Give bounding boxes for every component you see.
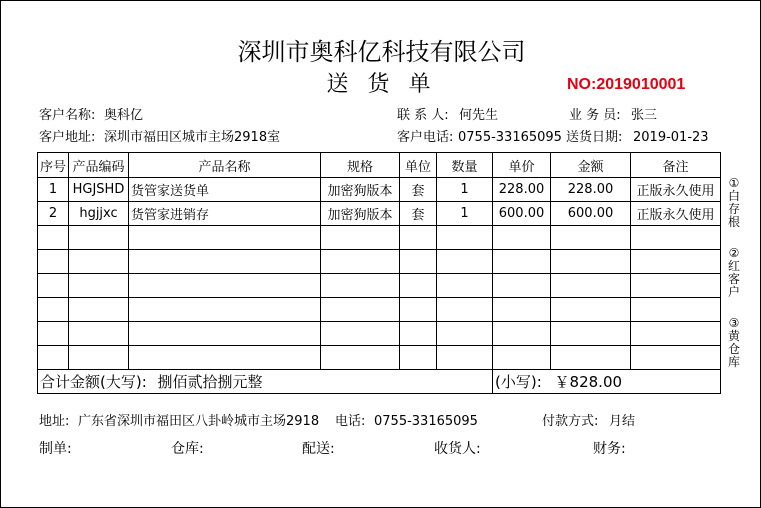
total-lowercase-label: (小写): — [495, 373, 542, 391]
empty-cell — [493, 346, 551, 370]
column-header: 数量 — [437, 153, 493, 178]
empty-cell — [321, 274, 400, 298]
spec: 加密狗版本 — [321, 202, 400, 226]
empty-cell — [437, 274, 493, 298]
empty-cell — [69, 346, 129, 370]
remark: 正版永久使用 — [631, 178, 721, 202]
empty-cell — [551, 274, 631, 298]
empty-cell — [129, 298, 321, 322]
empty-cell — [69, 322, 129, 346]
table-row — [38, 274, 721, 298]
column-header: 单位 — [400, 153, 437, 178]
document-number: NO:2019010001 — [567, 76, 686, 93]
empty-cell — [38, 250, 69, 274]
signature-delivery: 配送: — [302, 441, 335, 457]
empty-cell — [321, 250, 400, 274]
customer-phone: 0755-33165095 — [458, 130, 562, 145]
copy-note-red: ②红客户 — [727, 246, 740, 299]
empty-cell — [493, 226, 551, 250]
unit: 套 — [400, 202, 437, 226]
product-code: HGJSHD — [69, 178, 129, 202]
empty-cell — [631, 322, 721, 346]
unit: 套 — [400, 178, 437, 202]
spec: 加密狗版本 — [321, 178, 400, 202]
company-name: 深圳市奥科亿科技有限公司 — [237, 38, 526, 66]
table-header-row — [38, 153, 721, 178]
total-lowercase: ￥828.00 — [554, 373, 623, 391]
payment-label: 付款方式: — [542, 414, 599, 429]
amount: 228.00 — [551, 178, 631, 202]
empty-cell — [38, 346, 69, 370]
empty-cell — [129, 322, 321, 346]
empty-cell — [69, 250, 129, 274]
empty-cell — [321, 322, 400, 346]
copy-note-yellow: ③黄仓库 — [727, 316, 740, 369]
table-row — [38, 250, 721, 274]
footer-address-label: 地址: — [39, 414, 70, 429]
empty-cell — [69, 226, 129, 250]
empty-cell — [321, 226, 400, 250]
signature-warehouse: 仓库: — [171, 441, 204, 457]
empty-cell — [631, 250, 721, 274]
empty-cell — [493, 298, 551, 322]
product-name: 货管家进销存 — [129, 202, 321, 226]
empty-cell — [38, 274, 69, 298]
quantity: 1 — [437, 178, 493, 202]
empty-cell — [551, 250, 631, 274]
column-header: 产品名称 — [129, 153, 321, 178]
empty-cell — [38, 298, 69, 322]
contact-label: 联 系 人: — [397, 108, 449, 123]
empty-cell — [493, 322, 551, 346]
table-row — [38, 346, 721, 370]
empty-cell — [400, 322, 437, 346]
table-row — [38, 178, 721, 202]
column-header: 金额 — [551, 153, 631, 178]
amount: 600.00 — [551, 202, 631, 226]
customer-phone-label: 客户电话: — [397, 130, 454, 145]
remark: 正版永久使用 — [631, 202, 721, 226]
footer-phone-label: 电话: — [335, 414, 366, 429]
column-header: 规格 — [321, 153, 400, 178]
signature-finance: 财务: — [593, 441, 626, 457]
empty-cell — [437, 250, 493, 274]
empty-cell — [400, 346, 437, 370]
empty-cell — [437, 226, 493, 250]
empty-cell — [493, 250, 551, 274]
empty-cell — [38, 226, 69, 250]
table-row — [38, 322, 721, 346]
salesman-label: 业 务 员: — [569, 108, 621, 123]
quantity: 1 — [437, 202, 493, 226]
column-header: 单价 — [493, 153, 551, 178]
column-header: 备注 — [631, 153, 721, 178]
column-header: 产品编码 — [69, 153, 129, 178]
empty-cell — [400, 298, 437, 322]
empty-cell — [400, 226, 437, 250]
signature-receiver: 收货人: — [434, 441, 481, 457]
empty-cell — [129, 346, 321, 370]
empty-cell — [129, 274, 321, 298]
empty-cell — [437, 322, 493, 346]
copy-note-white: ①白存根 — [727, 176, 740, 229]
table-row — [38, 226, 721, 250]
table-row — [38, 298, 721, 322]
product-name: 货管家送货单 — [129, 178, 321, 202]
empty-cell — [400, 250, 437, 274]
empty-cell — [551, 346, 631, 370]
total-uppercase-label: 合计金额(大写): — [40, 373, 147, 391]
total-uppercase-cell — [38, 370, 493, 394]
empty-cell — [400, 274, 437, 298]
customer-name: 奥科亿 — [104, 108, 144, 123]
empty-cell — [69, 298, 129, 322]
empty-cell — [631, 298, 721, 322]
row-index: 2 — [38, 202, 69, 226]
row-index: 1 — [38, 178, 69, 202]
product-code: hgjjxc — [69, 202, 129, 226]
total-lowercase-cell — [493, 370, 721, 394]
total-uppercase: 捌佰贰拾捌元整 — [157, 373, 263, 391]
column-header: 序号 — [38, 153, 69, 178]
salesman: 张三 — [631, 108, 658, 123]
empty-cell — [631, 274, 721, 298]
delivery-date-label: 送货日期: — [566, 130, 623, 145]
customer-name-label: 客户名称: — [39, 108, 96, 123]
total-row — [38, 370, 721, 394]
empty-cell — [437, 346, 493, 370]
empty-cell — [129, 250, 321, 274]
footer-phone: 0755-33165095 — [374, 414, 478, 429]
items-table — [37, 152, 721, 394]
empty-cell — [551, 322, 631, 346]
customer-address-label: 客户地址: — [39, 130, 96, 145]
contact: 何先生 — [459, 108, 499, 123]
footer-address: 广东省深圳市福田区八卦岭城市主场2918 — [78, 414, 320, 429]
table-row — [38, 202, 721, 226]
empty-cell — [321, 298, 400, 322]
empty-cell — [69, 274, 129, 298]
empty-cell — [129, 226, 321, 250]
document-title: 送 货 单 — [326, 72, 437, 97]
empty-cell — [631, 226, 721, 250]
unit-price: 228.00 — [493, 178, 551, 202]
unit-price: 600.00 — [493, 202, 551, 226]
empty-cell — [38, 322, 69, 346]
payment-method: 月结 — [609, 414, 636, 429]
empty-cell — [493, 274, 551, 298]
empty-cell — [551, 226, 631, 250]
delivery-date: 2019-01-23 — [633, 130, 709, 145]
empty-cell — [551, 298, 631, 322]
empty-cell — [437, 298, 493, 322]
signature-maker: 制单: — [39, 441, 72, 457]
empty-cell — [631, 346, 721, 370]
customer-address: 深圳市福田区城市主场2918室 — [104, 130, 281, 145]
empty-cell — [321, 346, 400, 370]
